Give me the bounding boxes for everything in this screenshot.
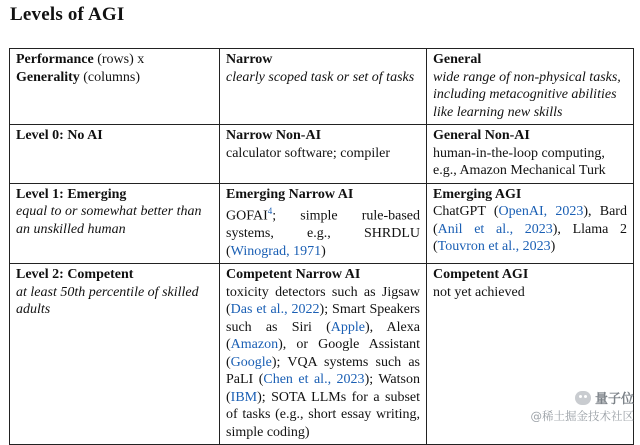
- levels-table: [9, 48, 634, 445]
- text-span: ); Smart Speakers such as Siri (: [226, 302, 421, 335]
- level-label: Level 2: Competent: [16, 267, 134, 283]
- citation-link[interactable]: Google: [230, 354, 272, 370]
- level-desc: equal to or somewhat better than an unskilled human: [16, 204, 202, 237]
- text-span: ), Bard (: [433, 204, 627, 237]
- text-span: ), or Google Assistant (: [226, 337, 420, 370]
- table-row: [10, 125, 634, 184]
- narrow-cell: [220, 183, 427, 264]
- level-cell: [10, 183, 220, 264]
- header-columns: (columns): [79, 69, 141, 85]
- text-span: ); Watson (: [226, 372, 420, 405]
- watermark-source: @稀土掘金技术社区: [530, 409, 634, 423]
- level-cell: [10, 264, 220, 445]
- general-title: Emerging AGI: [433, 186, 522, 202]
- header-general-title: General: [433, 52, 482, 67]
- page-title: Levels of AGI: [10, 4, 125, 25]
- text-span: ); SOTA LLMs for a subset of tasks (e.g., short essay writing, simple coding): [226, 389, 420, 440]
- level-desc: at least 50th percentile of skilled adults: [16, 284, 199, 318]
- narrow-text: calculator software; compiler: [226, 145, 391, 161]
- text-span: ): [550, 239, 556, 254]
- level-label: Level 0: No AI: [16, 128, 103, 143]
- narrow-cell: [220, 264, 427, 445]
- text-span: toxicity detectors such as Jigsaw (: [226, 284, 420, 318]
- header-narrow-title: Narrow: [226, 52, 273, 67]
- level-label: Level 1: Emerging: [16, 186, 127, 202]
- text-span: ): [321, 243, 326, 259]
- narrow-title: Competent Narrow AI: [226, 267, 361, 283]
- header-axis-cell: [10, 49, 220, 125]
- text-span: ); VQA systems such as PaLI (: [226, 354, 420, 388]
- general-text: human-in-the-loop computing, e.g., Amazon Mechanical Turk: [433, 145, 606, 178]
- citation-link[interactable]: Anil et al., 2023: [437, 221, 553, 237]
- citation-link[interactable]: Winograd, 1971: [230, 243, 322, 259]
- watermark: [531, 388, 635, 424]
- general-cell: [427, 125, 634, 184]
- table-header-row: [10, 49, 634, 125]
- header-narrow-sub: clearly scoped task or set of tasks: [226, 69, 415, 85]
- citation-link[interactable]: Das et al., 2022: [230, 302, 320, 318]
- footnote-link[interactable]: 4: [267, 206, 273, 216]
- narrow-cell: [220, 125, 427, 184]
- table-row: [10, 183, 634, 264]
- header-general-sub: wide range of non-physical tasks, including metacognitive abilities like learning new skills: [433, 69, 621, 120]
- citation-link[interactable]: IBM: [230, 389, 258, 405]
- general-text: [433, 203, 627, 256]
- level-cell: [10, 125, 220, 184]
- text-span: ), Llama 2 (: [433, 221, 627, 254]
- header-narrow-cell: [220, 49, 427, 125]
- text-span: ; simple rule-based systems, e.g., SHRDLU (: [226, 208, 420, 259]
- text-span: ChatGPT (: [433, 204, 499, 219]
- wechat-icon: [575, 391, 591, 405]
- narrow-title: Emerging Narrow AI: [226, 186, 354, 202]
- header-generality: Generality: [16, 69, 80, 85]
- narrow-text: [226, 203, 420, 260]
- header-general-cell: [427, 49, 634, 125]
- citation-link[interactable]: Amazon: [230, 337, 279, 353]
- narrow-title: Narrow Non-AI: [226, 128, 322, 143]
- citation-link[interactable]: OpenAI, 2023: [498, 204, 584, 219]
- citation-link[interactable]: Apple: [330, 319, 365, 335]
- header-performance: Performance: [16, 52, 94, 67]
- watermark-brand-text: 量子位: [594, 392, 634, 407]
- citation-link[interactable]: Chen et al., 2023: [263, 372, 365, 388]
- watermark-brand: [531, 388, 635, 407]
- narrow-text: [226, 284, 420, 442]
- general-cell: [427, 183, 634, 264]
- header-rows: (rows) x: [93, 52, 145, 67]
- general-title: Competent AGI: [433, 267, 529, 283]
- citation-link[interactable]: Touvron et al., 2023: [437, 239, 551, 254]
- text-span: GOFAI: [226, 208, 268, 224]
- general-text: not yet achieved: [433, 284, 525, 300]
- general-title: General Non-AI: [433, 128, 530, 143]
- text-span: ), Alexa (: [226, 319, 420, 353]
